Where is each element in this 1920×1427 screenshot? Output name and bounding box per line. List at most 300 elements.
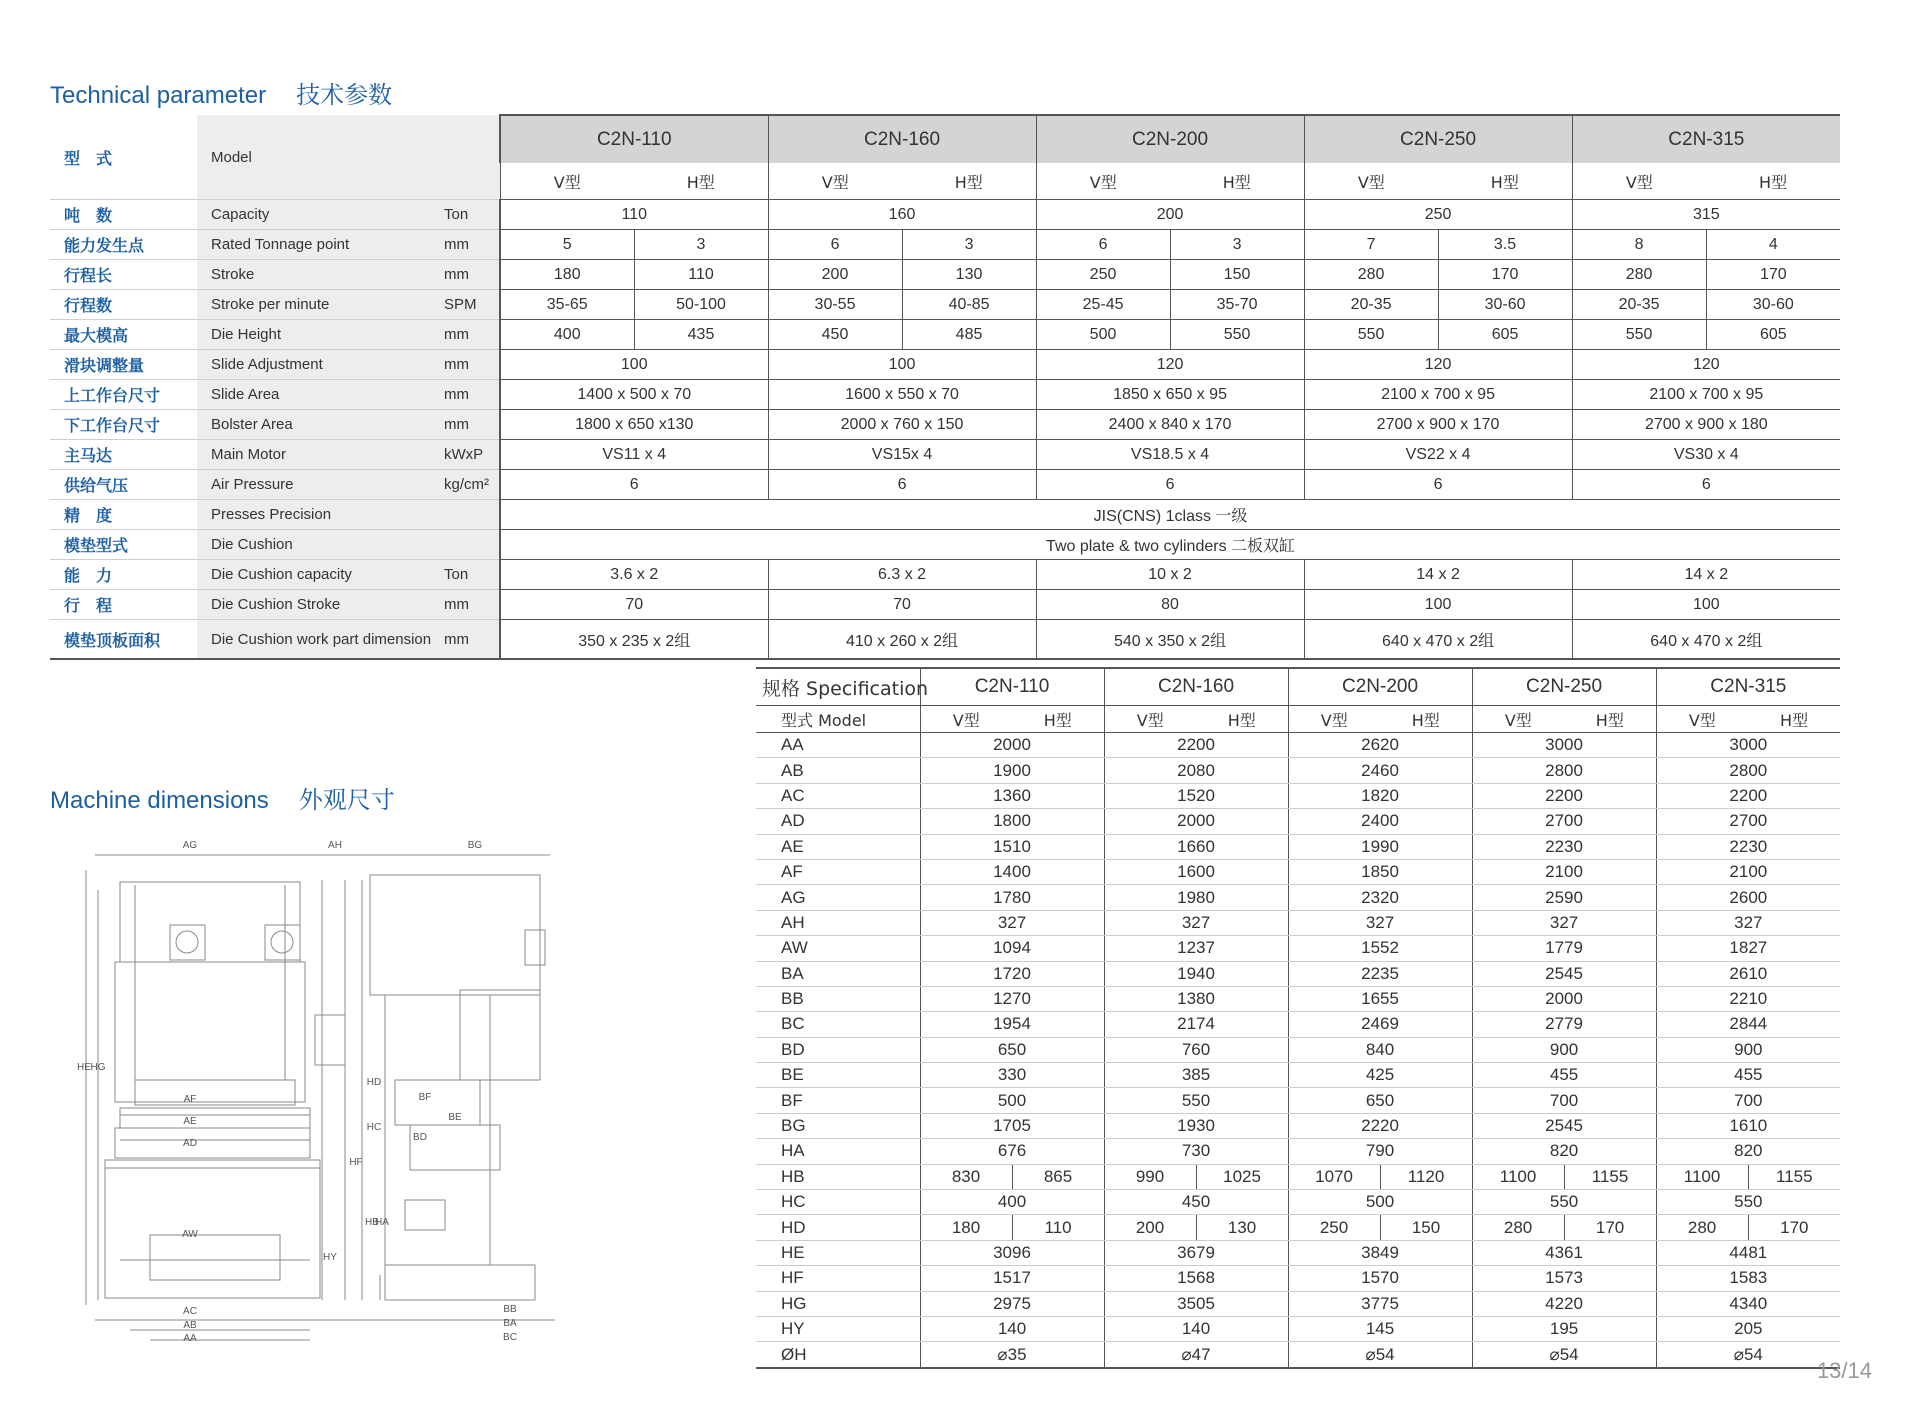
spec-key: HE bbox=[756, 1240, 920, 1265]
cell-value: 20-35 bbox=[1304, 290, 1438, 320]
cell-value: 6 bbox=[768, 230, 902, 260]
spec-value: 170 bbox=[1748, 1215, 1840, 1240]
row-label-cn: 滑块调整量 bbox=[50, 350, 197, 380]
spec-key: ØH bbox=[756, 1342, 920, 1368]
cell-value: 6.3 x 2 bbox=[768, 560, 1036, 590]
spec-value: 280 bbox=[1472, 1215, 1564, 1240]
spec-key: AF bbox=[756, 859, 920, 884]
dim-hc: HC bbox=[366, 1122, 382, 1133]
row-label-en: Die Cushion work part dimension bbox=[197, 620, 432, 660]
spec-value: 1100 bbox=[1656, 1164, 1748, 1189]
spec-v-label: V型 bbox=[1472, 706, 1564, 733]
spec-value: 4481 bbox=[1656, 1240, 1840, 1265]
spec-value: 2844 bbox=[1656, 1012, 1840, 1037]
spec-value: ⌀35 bbox=[920, 1342, 1104, 1368]
row-unit: mm bbox=[432, 230, 500, 260]
spec-value: 2200 bbox=[1104, 733, 1288, 758]
spec-value: 550 bbox=[1472, 1190, 1656, 1215]
dim-he: HE bbox=[77, 1062, 91, 1073]
model-label-cn: 型 式 bbox=[50, 115, 197, 200]
h-type-label: H型 bbox=[902, 163, 1036, 200]
spec-value: 450 bbox=[1104, 1190, 1288, 1215]
cell-value: 400 bbox=[500, 320, 634, 350]
spec-value: 2200 bbox=[1472, 783, 1656, 808]
spec-key: BG bbox=[756, 1113, 920, 1138]
dim-ag: AG bbox=[182, 840, 198, 851]
spec-value: 330 bbox=[920, 1063, 1104, 1088]
spec-row bbox=[756, 1139, 1840, 1164]
dimension-labels bbox=[77, 840, 517, 1344]
spec-value: 650 bbox=[1288, 1088, 1472, 1113]
cell-value: 1400 x 500 x 70 bbox=[500, 380, 768, 410]
cell-value: 5 bbox=[500, 230, 634, 260]
row-unit bbox=[432, 500, 500, 530]
spec-value: 2975 bbox=[920, 1291, 1104, 1316]
cell-value: 20-35 bbox=[1572, 290, 1706, 320]
dim-title-cn: 外观尺寸 bbox=[298, 786, 395, 814]
spec-key: HF bbox=[756, 1266, 920, 1291]
dim-aw: AW bbox=[182, 1229, 198, 1240]
spec-value: 840 bbox=[1288, 1037, 1472, 1062]
cell-value: VS22 x 4 bbox=[1304, 440, 1572, 470]
cell-value: 3.6 x 2 bbox=[500, 560, 768, 590]
spec-row bbox=[756, 936, 1840, 961]
spec-value: 900 bbox=[1472, 1037, 1656, 1062]
spec-key: BD bbox=[756, 1037, 920, 1062]
spec-model-header: C2N-200 bbox=[1288, 668, 1472, 706]
spec-row bbox=[756, 1240, 1840, 1265]
cell-value: 170 bbox=[1706, 260, 1840, 290]
spec-row bbox=[756, 1113, 1840, 1138]
cell-value: 1600 x 550 x 70 bbox=[768, 380, 1036, 410]
tech-row bbox=[50, 470, 1840, 500]
spec-row bbox=[756, 809, 1840, 834]
spec-value: 3679 bbox=[1104, 1240, 1288, 1265]
spec-value: 790 bbox=[1288, 1139, 1472, 1164]
spec-value: 1780 bbox=[920, 885, 1104, 910]
spec-value: 2000 bbox=[1472, 986, 1656, 1011]
spec-value: 1100 bbox=[1472, 1164, 1564, 1189]
machine-dimension-drawing bbox=[77, 820, 680, 1345]
cell-value: 550 bbox=[1572, 320, 1706, 350]
cell-value: 100 bbox=[1572, 590, 1840, 620]
cell-value: 6 bbox=[1036, 470, 1304, 500]
spec-value: 2800 bbox=[1472, 758, 1656, 783]
dim-ah: AH bbox=[328, 840, 342, 851]
spec-value: 2545 bbox=[1472, 1113, 1656, 1138]
dim-bf: BF bbox=[418, 1092, 432, 1103]
cell-value: VS18.5 x 4 bbox=[1036, 440, 1304, 470]
tech-row bbox=[50, 260, 1840, 290]
spec-value: 425 bbox=[1288, 1063, 1472, 1088]
row-unit: SPM bbox=[432, 290, 500, 320]
spec-value: 1800 bbox=[920, 809, 1104, 834]
tech-row bbox=[50, 410, 1840, 440]
row-label-cn: 模垫顶板面积 bbox=[50, 620, 197, 660]
spec-key: BB bbox=[756, 986, 920, 1011]
spec-key: HY bbox=[756, 1316, 920, 1341]
spec-key: AE bbox=[756, 834, 920, 859]
page-number: 13/14 bbox=[1816, 1358, 1872, 1383]
specification-table bbox=[756, 667, 1840, 1369]
spec-value: 1850 bbox=[1288, 859, 1472, 884]
h-type-label: H型 bbox=[1706, 163, 1840, 200]
cell-value: 6 bbox=[1304, 470, 1572, 500]
spec-value: 1705 bbox=[920, 1113, 1104, 1138]
spec-value: 195 bbox=[1472, 1316, 1656, 1341]
spec-value: 730 bbox=[1104, 1139, 1288, 1164]
dim-hy: HY bbox=[323, 1252, 337, 1263]
tech-row bbox=[50, 500, 1840, 530]
spec-value: 327 bbox=[1472, 910, 1656, 935]
row-label-cn: 模垫型式 bbox=[50, 530, 197, 560]
spec-model-header: C2N-250 bbox=[1472, 668, 1656, 706]
spec-key: AA bbox=[756, 733, 920, 758]
spec-value: 2400 bbox=[1288, 809, 1472, 834]
spec-value: 1517 bbox=[920, 1266, 1104, 1291]
spec-value: 1237 bbox=[1104, 936, 1288, 961]
spec-row bbox=[756, 1063, 1840, 1088]
tech-row bbox=[50, 440, 1840, 470]
dim-ba: BA bbox=[503, 1318, 517, 1329]
cell-value: 350 x 235 x 2组 bbox=[500, 620, 768, 660]
spec-value: 1954 bbox=[920, 1012, 1104, 1037]
cell-value: 80 bbox=[1036, 590, 1304, 620]
model-unit bbox=[432, 115, 500, 200]
tech-section-title bbox=[50, 75, 392, 110]
spec-value: 2700 bbox=[1656, 809, 1840, 834]
tech-row bbox=[50, 380, 1840, 410]
row-unit: mm bbox=[432, 260, 500, 290]
row-label-en: Stroke bbox=[197, 260, 432, 290]
spec-key: AH bbox=[756, 910, 920, 935]
spec-value: 2800 bbox=[1656, 758, 1840, 783]
cell-value: 605 bbox=[1706, 320, 1840, 350]
spec-value: 1940 bbox=[1104, 961, 1288, 986]
spec-corner-head: 规格 Specification bbox=[756, 668, 920, 706]
spec-v-label: V型 bbox=[1104, 706, 1196, 733]
spec-value: 2220 bbox=[1288, 1113, 1472, 1138]
dim-hb: HB bbox=[365, 1217, 379, 1228]
cell-value: 450 bbox=[768, 320, 902, 350]
spec-value: 820 bbox=[1472, 1139, 1656, 1164]
spec-value: 2469 bbox=[1288, 1012, 1472, 1037]
spec-value: 3000 bbox=[1472, 733, 1656, 758]
cell-value: 6 bbox=[768, 470, 1036, 500]
spec-value: 327 bbox=[920, 910, 1104, 935]
spec-value: 500 bbox=[1288, 1190, 1472, 1215]
cell-value: 200 bbox=[1036, 200, 1304, 230]
spec-value: 650 bbox=[920, 1037, 1104, 1062]
cell-value: 280 bbox=[1304, 260, 1438, 290]
spec-value: 130 bbox=[1196, 1215, 1288, 1240]
spec-value: 327 bbox=[1656, 910, 1840, 935]
spec-row bbox=[756, 783, 1840, 808]
cell-value: 70 bbox=[500, 590, 768, 620]
spec-value: 327 bbox=[1288, 910, 1472, 935]
cell-value: 14 x 2 bbox=[1304, 560, 1572, 590]
spec-row bbox=[756, 1266, 1840, 1291]
row-label-cn: 能力发生点 bbox=[50, 230, 197, 260]
spec-value: 760 bbox=[1104, 1037, 1288, 1062]
spec-row bbox=[756, 1037, 1840, 1062]
row-unit: Ton bbox=[432, 200, 500, 230]
spec-sub-row bbox=[756, 706, 1840, 733]
row-label-cn: 下工作台尺寸 bbox=[50, 410, 197, 440]
cell-value: 14 x 2 bbox=[1572, 560, 1840, 590]
dim-hf: HF bbox=[349, 1157, 363, 1168]
tech-row bbox=[50, 620, 1840, 660]
row-label-cn: 能 力 bbox=[50, 560, 197, 590]
row-label-en: Capacity bbox=[197, 200, 432, 230]
spec-value: 400 bbox=[920, 1190, 1104, 1215]
spec-value: 140 bbox=[1104, 1316, 1288, 1341]
spec-value: 1930 bbox=[1104, 1113, 1288, 1138]
spec-value: 205 bbox=[1656, 1316, 1840, 1341]
cell-value: 2100 x 700 x 95 bbox=[1572, 380, 1840, 410]
cell-value: JIS(CNS) 1class 一级 bbox=[500, 500, 1840, 530]
cell-value: 540 x 350 x 2组 bbox=[1036, 620, 1304, 660]
dim-hd: HD bbox=[366, 1077, 382, 1088]
row-label-en: Slide Adjustment bbox=[197, 350, 432, 380]
spec-row bbox=[756, 758, 1840, 783]
spec-model-header: C2N-110 bbox=[920, 668, 1104, 706]
cell-value: 6 bbox=[500, 470, 768, 500]
spec-row bbox=[756, 1012, 1840, 1037]
spec-row bbox=[756, 1291, 1840, 1316]
cell-value: 500 bbox=[1036, 320, 1170, 350]
spec-value: 327 bbox=[1104, 910, 1288, 935]
row-label-en: Die Cushion capacity bbox=[197, 560, 432, 590]
cell-value: 640 x 470 x 2组 bbox=[1304, 620, 1572, 660]
spec-value: 2235 bbox=[1288, 961, 1472, 986]
cell-value: 4 bbox=[1706, 230, 1840, 260]
spec-value: 2080 bbox=[1104, 758, 1288, 783]
spec-value: 820 bbox=[1656, 1139, 1840, 1164]
dim-bd: BD bbox=[413, 1132, 427, 1143]
cell-value: 35-65 bbox=[500, 290, 634, 320]
tech-title-cn: 技术参数 bbox=[296, 81, 393, 109]
spec-value: 2100 bbox=[1472, 859, 1656, 884]
spec-key: BA bbox=[756, 961, 920, 986]
dim-ac: AC bbox=[183, 1306, 197, 1317]
spec-row bbox=[756, 733, 1840, 758]
row-label-cn: 供给气压 bbox=[50, 470, 197, 500]
dim-title-en: Machine dimensions bbox=[50, 787, 269, 814]
model-header: C2N-315 bbox=[1572, 115, 1840, 163]
spec-value: 2620 bbox=[1288, 733, 1472, 758]
spec-value: 2460 bbox=[1288, 758, 1472, 783]
spec-value: 250 bbox=[1288, 1215, 1380, 1240]
spec-key: HB bbox=[756, 1164, 920, 1189]
spec-corner-sub: 型式 Model bbox=[756, 706, 920, 733]
dim-ab: AB bbox=[183, 1320, 197, 1331]
spec-value: 1900 bbox=[920, 758, 1104, 783]
spec-value: 3849 bbox=[1288, 1240, 1472, 1265]
model-header: C2N-160 bbox=[768, 115, 1036, 163]
cell-value: 6 bbox=[1036, 230, 1170, 260]
spec-value: 3000 bbox=[1656, 733, 1840, 758]
spec-value: 1120 bbox=[1380, 1164, 1472, 1189]
cell-value: 30-60 bbox=[1706, 290, 1840, 320]
spec-value: 1510 bbox=[920, 834, 1104, 859]
spec-value: 550 bbox=[1656, 1190, 1840, 1215]
model-header: C2N-200 bbox=[1036, 115, 1304, 163]
cell-value: 7 bbox=[1304, 230, 1438, 260]
dim-ha: HA bbox=[375, 1217, 389, 1228]
cell-value: 120 bbox=[1036, 350, 1304, 380]
row-label-cn: 上工作台尺寸 bbox=[50, 380, 197, 410]
spec-value: 2600 bbox=[1656, 885, 1840, 910]
spec-value: 3096 bbox=[920, 1240, 1104, 1265]
spec-value: 2210 bbox=[1656, 986, 1840, 1011]
spec-row bbox=[756, 1215, 1840, 1240]
spec-value: 1360 bbox=[920, 783, 1104, 808]
spec-value: 2000 bbox=[1104, 809, 1288, 834]
spec-value: 4340 bbox=[1656, 1291, 1840, 1316]
spec-value: 550 bbox=[1104, 1088, 1288, 1113]
cell-value: VS15x 4 bbox=[768, 440, 1036, 470]
spec-value: 200 bbox=[1104, 1215, 1196, 1240]
spec-value: 170 bbox=[1564, 1215, 1656, 1240]
spec-key: HG bbox=[756, 1291, 920, 1316]
row-label-en: Stroke per minute bbox=[197, 290, 432, 320]
cell-value: 2000 x 760 x 150 bbox=[768, 410, 1036, 440]
dim-hg: HG bbox=[90, 1062, 106, 1073]
spec-value: 900 bbox=[1656, 1037, 1840, 1062]
row-unit bbox=[432, 530, 500, 560]
tech-row bbox=[50, 350, 1840, 380]
spec-value: 2610 bbox=[1656, 961, 1840, 986]
cell-value: 110 bbox=[500, 200, 768, 230]
spec-value: 1270 bbox=[920, 986, 1104, 1011]
spec-value: 145 bbox=[1288, 1316, 1472, 1341]
model-header: C2N-110 bbox=[500, 115, 768, 163]
technical-parameter-table bbox=[50, 114, 1840, 660]
spec-value: 2545 bbox=[1472, 961, 1656, 986]
cell-value: 70 bbox=[768, 590, 1036, 620]
cell-value: VS11 x 4 bbox=[500, 440, 768, 470]
row-label-cn: 行 程 bbox=[50, 590, 197, 620]
tech-row bbox=[50, 290, 1840, 320]
spec-value: 3505 bbox=[1104, 1291, 1288, 1316]
spec-value: 455 bbox=[1472, 1063, 1656, 1088]
h-type-label: H型 bbox=[634, 163, 768, 200]
dim-section-title bbox=[50, 780, 395, 815]
row-label-en: Air Pressure bbox=[197, 470, 432, 500]
spec-value: 4361 bbox=[1472, 1240, 1656, 1265]
spec-value: 1025 bbox=[1196, 1164, 1288, 1189]
spec-model-header: C2N-160 bbox=[1104, 668, 1288, 706]
tech-row bbox=[50, 320, 1840, 350]
spec-row bbox=[756, 834, 1840, 859]
spec-value: ⌀47 bbox=[1104, 1342, 1288, 1368]
cell-value: 35-70 bbox=[1170, 290, 1304, 320]
spec-key: BC bbox=[756, 1012, 920, 1037]
cell-value: 1850 x 650 x 95 bbox=[1036, 380, 1304, 410]
cell-value: 10 x 2 bbox=[1036, 560, 1304, 590]
spec-v-label: V型 bbox=[1656, 706, 1748, 733]
tech-row bbox=[50, 200, 1840, 230]
dim-bg: BG bbox=[467, 840, 483, 851]
dim-af: AF bbox=[183, 1094, 197, 1105]
spec-value: 1520 bbox=[1104, 783, 1288, 808]
cell-value: 50-100 bbox=[634, 290, 768, 320]
spec-row bbox=[756, 1190, 1840, 1215]
row-label-cn: 最大模高 bbox=[50, 320, 197, 350]
cell-value: 110 bbox=[634, 260, 768, 290]
spec-value: 1400 bbox=[920, 859, 1104, 884]
cell-value: 8 bbox=[1572, 230, 1706, 260]
spec-value: ⌀54 bbox=[1472, 1342, 1656, 1368]
cell-value: Two plate & two cylinders 二板双缸 bbox=[500, 530, 1840, 560]
dim-aa: AA bbox=[183, 1333, 197, 1344]
tech-row bbox=[50, 530, 1840, 560]
dim-ad: AD bbox=[183, 1138, 197, 1149]
spec-value: 2230 bbox=[1472, 834, 1656, 859]
spec-key: HA bbox=[756, 1139, 920, 1164]
h-type-label: H型 bbox=[1438, 163, 1572, 200]
cell-value: 100 bbox=[768, 350, 1036, 380]
cell-value: 120 bbox=[1304, 350, 1572, 380]
spec-row bbox=[756, 1316, 1840, 1341]
spec-value: 1568 bbox=[1104, 1266, 1288, 1291]
tech-row bbox=[50, 230, 1840, 260]
row-label-en: Presses Precision bbox=[197, 500, 432, 530]
cell-value: 2400 x 840 x 170 bbox=[1036, 410, 1304, 440]
spec-v-label: V型 bbox=[920, 706, 1012, 733]
tech-row bbox=[50, 560, 1840, 590]
v-type-label: V型 bbox=[500, 163, 634, 200]
spec-value: 865 bbox=[1012, 1164, 1104, 1189]
cell-value: 40-85 bbox=[902, 290, 1036, 320]
spec-value: 1070 bbox=[1288, 1164, 1380, 1189]
cell-value: 2100 x 700 x 95 bbox=[1304, 380, 1572, 410]
dim-bb: BB bbox=[503, 1304, 517, 1315]
row-label-en: Rated Tonnage point bbox=[197, 230, 432, 260]
cell-value: 640 x 470 x 2组 bbox=[1572, 620, 1840, 660]
spec-value: 1583 bbox=[1656, 1266, 1840, 1291]
dim-bc: BC bbox=[503, 1332, 517, 1343]
row-label-cn: 行程长 bbox=[50, 260, 197, 290]
spec-value: 110 bbox=[1012, 1215, 1104, 1240]
cell-value: 30-55 bbox=[768, 290, 902, 320]
row-label-cn: 主马达 bbox=[50, 440, 197, 470]
row-label-en: Main Motor bbox=[197, 440, 432, 470]
spec-value: 1155 bbox=[1748, 1164, 1840, 1189]
cell-value: 170 bbox=[1438, 260, 1572, 290]
spec-value: 1660 bbox=[1104, 834, 1288, 859]
spec-value: 1552 bbox=[1288, 936, 1472, 961]
cell-value: 3 bbox=[902, 230, 1036, 260]
spec-value: 280 bbox=[1656, 1215, 1748, 1240]
row-label-en: Die Cushion Stroke bbox=[197, 590, 432, 620]
spec-value: 1573 bbox=[1472, 1266, 1656, 1291]
spec-value: 180 bbox=[920, 1215, 1012, 1240]
row-label-en: Bolster Area bbox=[197, 410, 432, 440]
spec-h-label: H型 bbox=[1196, 706, 1288, 733]
spec-value: 2100 bbox=[1656, 859, 1840, 884]
model-header: C2N-250 bbox=[1304, 115, 1572, 163]
tech-row bbox=[50, 590, 1840, 620]
spec-value: 455 bbox=[1656, 1063, 1840, 1088]
cell-value: 150 bbox=[1170, 260, 1304, 290]
spec-value: 700 bbox=[1472, 1088, 1656, 1113]
spec-value: 150 bbox=[1380, 1215, 1472, 1240]
spec-key: BF bbox=[756, 1088, 920, 1113]
v-type-label: V型 bbox=[768, 163, 902, 200]
cell-value: 3 bbox=[1170, 230, 1304, 260]
